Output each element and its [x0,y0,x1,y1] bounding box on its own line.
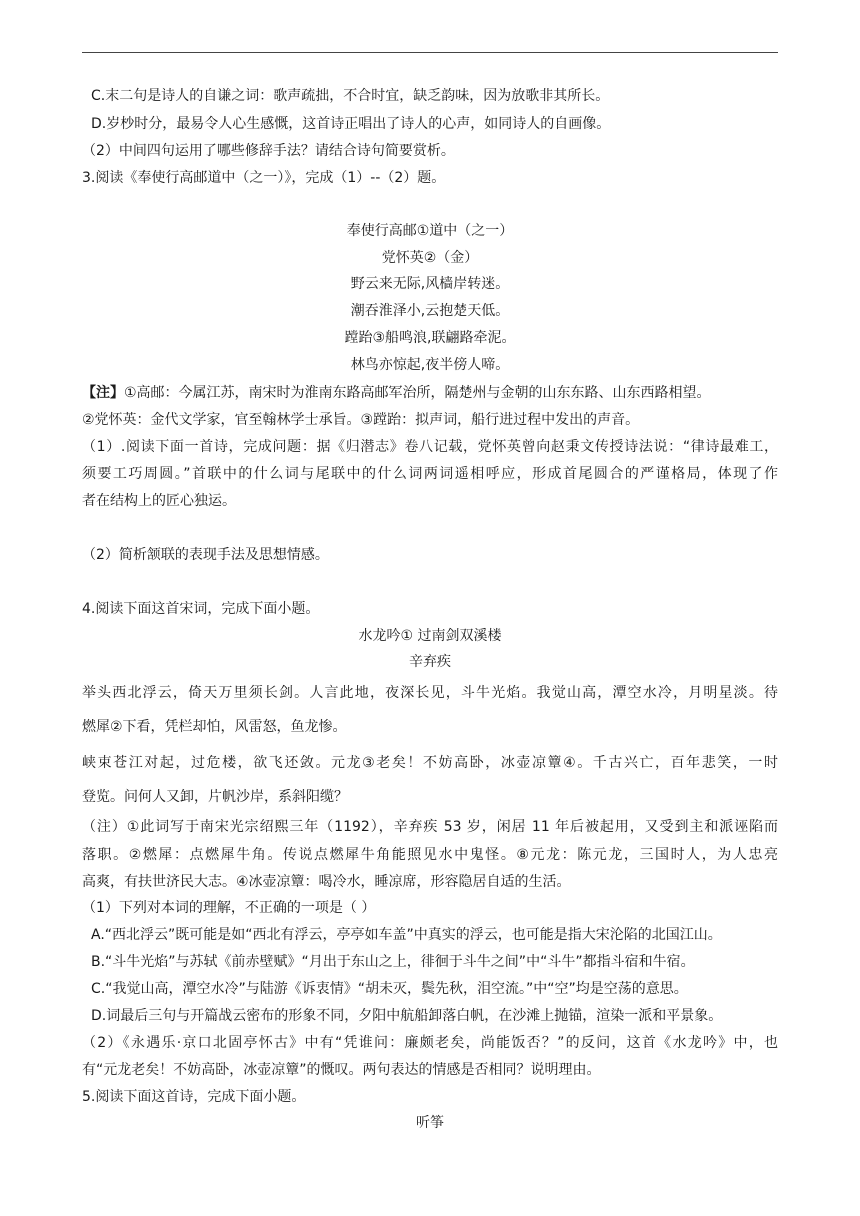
q3-2: （2）简析颔联的表现手法及思想情感。 [82,547,329,563]
poem-title: 奉使行高邮①道中（之一） [346,223,514,239]
poem-author: 党怀英②（金） [381,250,479,266]
note-line-2: ②党怀英：金代文学家，官至翰林学士承旨。③蹚跆：拟声词，船行进过程中发出的声音。 [82,412,640,428]
option-d: D.岁杪时分，最易令人心生感慨，这首诗正唱出了诗人的心声，如同诗人的自画像。 [91,116,611,132]
q4-2-line-2: 有“元龙老矣！不妨高卧，冰壶凉簟”的慨叹。两句表达的情感是否相同？说明理由。 [82,1062,601,1078]
ci-para-2-line-2: 登览。问何人又卸，片帆沙岸，系斜阳缆？ [82,789,348,805]
note-tag: 【注】 [82,385,124,401]
option-c: C.末二句是诗人的自谦之词：歌声疏拙，不合时宜，缺乏韵味，因为放歌非其所长。 [91,88,610,104]
question-2: （2）中间四句运用了哪些修辞手法？请结合诗句简要赏析。 [82,143,455,159]
ci-note-line-3: 高爽，有扶世济民大志。④冰壶凉簟：喝冷水，睡凉席，形容隐居自适的生活。 [82,874,571,890]
q4-1: （1）下列对本词的理解，不正确的一项是（ ） [82,900,376,916]
q3-1-line-1: （1）.阅读下面一首诗，完成问题：据《归潜志》卷八记载，党怀英曾向赵秉文传授诗法说：“律诗最难工， [82,439,778,455]
q3-1-line-3: 者在结构上的匠心独运。 [82,493,236,509]
ci-para-2-line-1: 峡束苍江对起，过危楼，欲飞还敛。元龙③老矣！不妨高卧，冰壶凉簟④。千古兴亡，百年悲笑，一时 [82,755,778,771]
ci-note-line-1: （注）①此词写于南宋光宗绍熙三年（1192），辛弃疾 53 岁，闲居 11 年后被起用，又受到主和派诬陷而 [82,819,778,835]
q4-1-option-b: B.“斗牛光焰”与苏轼《前赤壁赋》“月出于东山之上，徘徊于斗牛之间”中“斗牛”都指斗宿和牛宿。 [91,954,695,970]
q4-2-line-1: （2）《永遇乐·京口北固亭怀古》中有“凭谁问：廉颇老矣，尚能饭否？”的反问，这首《水龙吟》中，也 [82,1035,778,1051]
poem-line-2: 潮吞淮泽小,云抱楚天低。 [350,303,510,319]
q4-1-option-a: A.“西北浮云”既可能是如“西北有浮云，亭亭如车盖”中真实的浮云，也可能是指大宋沦陷的北国江山。 [91,927,722,943]
q4-1-option-c: C.“我觉山高，潭空水冷”与陆游《诉衷情》“胡未灭，鬓先秋，泪空流。”中“空”均是空荡的意思。 [91,981,688,997]
header-rule [82,52,778,53]
ci-para-1-line-2: 燃犀②下看，凭栏却怕，风雷怒，鱼龙惨。 [82,719,347,735]
poem-line-4: 林鸟亦惊起,夜半傍人啼。 [350,357,510,373]
ci-note-line-2: 落职。②燃犀：点燃犀牛角。传说点燃犀牛角能照见水中鬼怪。⑧元龙：陈元龙，三国时人，为人忠亮 [82,847,778,863]
question-5-heading: 5.阅读下面这首诗，完成下面小题。 [82,1089,306,1105]
question-3-heading: 3.阅读《奉使行高邮道中（之一）》，完成（1）--（2）题。 [82,170,446,186]
ci-para-1-line-1: 举头西北浮云，倚天万里须长剑。人言此地，夜深长见，斗牛光焰。我觉山高，潭空水冷，月明星淡。待 [82,685,778,701]
q5-poem-title: 听筝 [416,1115,444,1131]
question-4-heading: 4.阅读下面这首宋词，完成下面小题。 [82,601,320,617]
poem-line-3: 蹚跆③船鸣浪,联翩路牵泥。 [344,330,516,346]
ci-author: 辛弃疾 [409,654,451,670]
ci-title: 水龙吟① 过南剑双溪楼 [358,628,502,644]
note-text: ①高邮：今属江苏，南宋时为淮南东路高邮军治所，隔楚州与金朝的山东东路、山东西路相望。 [124,385,711,401]
poem-line-1: 野云来无际,风樯岸转迷。 [350,276,510,292]
q3-1-line-2: 须要工巧周圆。”首联中的什么词与尾联中的什么词两词遥相呼应，形成首尾圆合的严谨格局，体现了作 [82,466,778,482]
note-line-1 [82,383,711,403]
q4-1-option-d: D.词最后三句与开篇战云密布的形象不同，夕阳中航船卸落白帆，在沙滩上抛锚，渲染一派和平景象。 [91,1008,723,1024]
